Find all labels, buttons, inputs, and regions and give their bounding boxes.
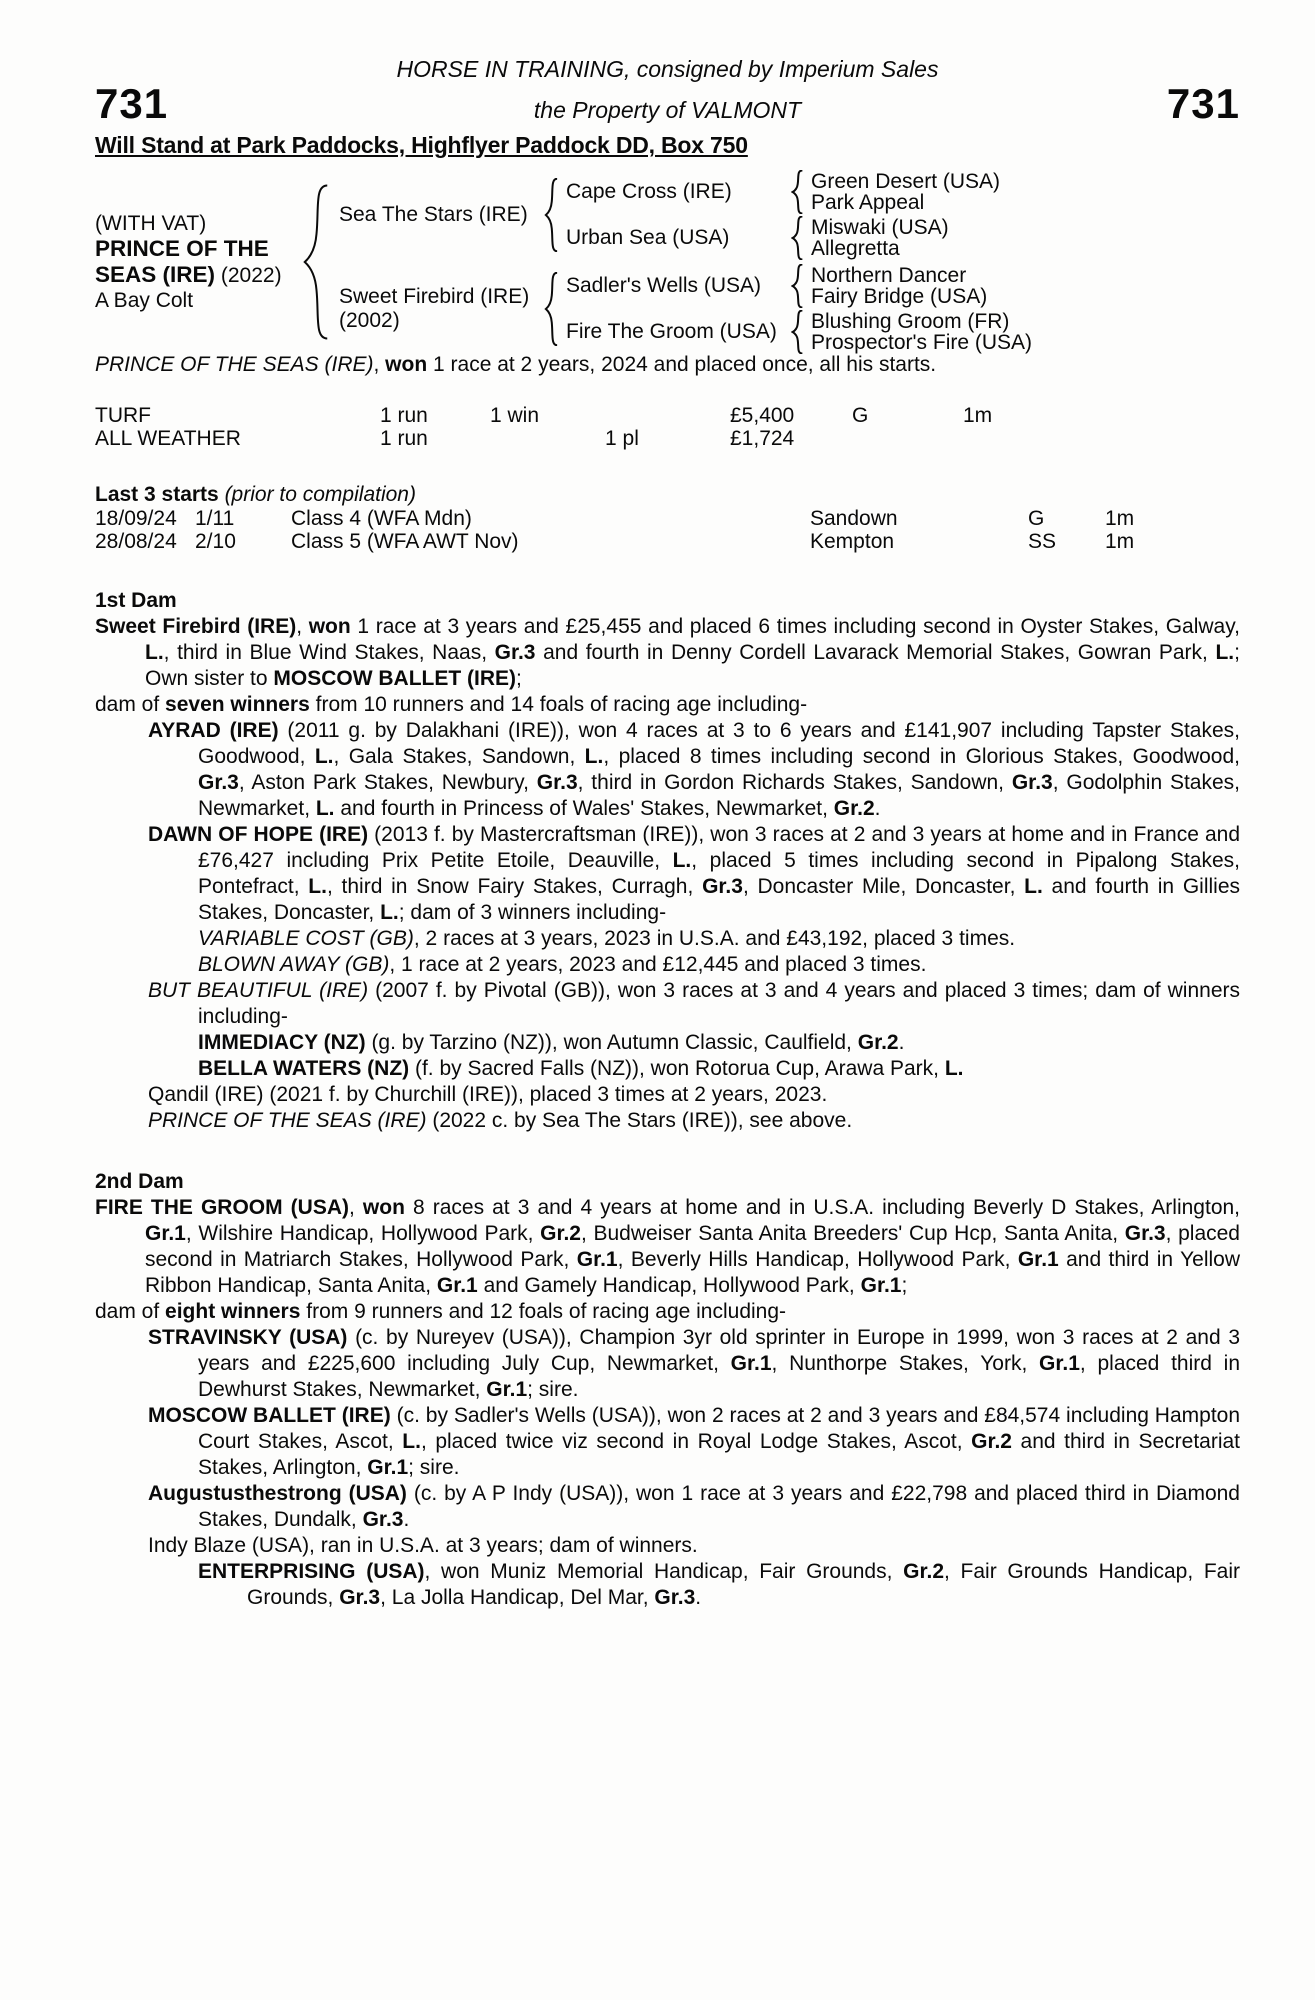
dam-name-text: Sweet Firebird (IRE) xyxy=(339,285,530,308)
text-run: Gr.2 xyxy=(857,1031,899,1054)
text-run: ; Own sister to xyxy=(145,641,1240,690)
text-run: Gr.3 xyxy=(654,1586,696,1609)
great-grandparents xyxy=(811,311,1032,354)
catalogue-paragraph xyxy=(95,1030,1240,1056)
text-run: IMMEDIACY (NZ) xyxy=(198,1031,366,1054)
text-run: , placed second in Matriarch Stakes, Hollywood Park, xyxy=(145,1222,1240,1271)
record-places xyxy=(605,404,730,427)
text-run: , placed 8 times including second in Glorious Stakes, Goodwood, xyxy=(603,745,1240,768)
text-run: L. xyxy=(944,1057,964,1080)
record-runs: 1 run xyxy=(380,404,428,427)
text-run: , Gala Stakes, Sandown, xyxy=(333,745,585,768)
text-run: MOSCOW BALLET (IRE) xyxy=(273,667,517,690)
text-run: L. xyxy=(308,875,327,898)
text-run: , placed third in Dewhurst Stakes, Newmarket, xyxy=(198,1352,1240,1401)
catalogue-paragraph xyxy=(95,1056,1240,1082)
text-run: L. xyxy=(315,797,335,820)
text-run: , xyxy=(373,353,386,376)
catalogue-paragraph xyxy=(95,1082,1240,1108)
text-run: , third in Snow Fairy Stakes, Curragh, xyxy=(326,875,703,898)
record-distance xyxy=(963,427,1240,450)
record-runs: 1 run xyxy=(380,427,428,450)
great-grandparents xyxy=(811,217,949,260)
text-run: Gr.3 xyxy=(339,1586,381,1609)
text-run: and fourth in Denny Cordell Lavarack Memorial Stakes, Gowran Park, xyxy=(535,641,1216,664)
subject-description: A Bay Colt xyxy=(95,289,194,312)
last-starts-block xyxy=(95,482,1240,553)
great-grandparent-name: Blushing Groom (FR) xyxy=(811,309,1010,333)
text-run: 8 races at 3 and 4 years at home and in U.S.A. including Beverly D Stakes, Arlington, xyxy=(404,1196,1241,1219)
section-second-dam xyxy=(95,1169,1240,1611)
text-run: and fourth in Gillies Stakes, Doncaster, xyxy=(198,875,1240,924)
text-run: , Aston Park Stakes, Newbury, xyxy=(238,771,537,794)
text-run: , placed twice viz second in Royal Lodge Stakes, Ascot, xyxy=(420,1430,972,1453)
text-run: Gr.3 xyxy=(362,1508,404,1531)
dam-name xyxy=(339,285,544,333)
text-run: and Gamely Handicap, Hollywood Park, xyxy=(477,1274,861,1297)
text-run: L. xyxy=(402,1430,421,1453)
text-run: Gr.1 xyxy=(860,1274,902,1297)
start-position: 1/11 xyxy=(195,507,235,530)
text-run: Gr.3 xyxy=(494,641,536,664)
text-run: won xyxy=(362,1196,405,1219)
great-grandparent-name: Prospector's Fire (USA) xyxy=(811,331,1033,354)
text-run: (c. by Sadler's Wells (USA)), won 2 races at 2 and 3 years and £84,574 including Hampton Court Stakes, Ascot, xyxy=(198,1404,1241,1453)
lot-row xyxy=(95,82,1240,126)
text-run: . xyxy=(695,1586,702,1609)
text-run: ENTERPRISING (USA) xyxy=(198,1560,425,1583)
lot-number-left: 731 xyxy=(95,80,169,127)
section-heading: 2nd Dam xyxy=(95,1170,184,1193)
last-starts-table xyxy=(95,507,1240,553)
section-first-dam xyxy=(95,588,1240,1134)
pedigree-tree xyxy=(95,169,1240,354)
catalogue-paragraph xyxy=(95,822,1240,926)
text-run: Gr.1 xyxy=(145,1222,186,1245)
text-run: Gr.3 xyxy=(1124,1222,1166,1245)
text-run: Gr.3 xyxy=(702,875,743,898)
text-run: . xyxy=(898,1031,905,1054)
catalogue-paragraph xyxy=(95,1559,1240,1611)
record-going xyxy=(852,427,963,450)
catalogue-paragraph xyxy=(95,926,1240,952)
record-going: G xyxy=(852,404,869,427)
catalogue-paragraph xyxy=(95,1108,1240,1134)
catalogue-paragraph xyxy=(95,614,1240,692)
start-race: Class 5 (WFA AWT Nov) xyxy=(291,530,519,553)
text-run: ; sire. xyxy=(408,1456,460,1479)
dam-branch xyxy=(339,264,1240,354)
text-run: Gr.1 xyxy=(730,1352,772,1375)
text-run: , 2 races at 3 years, 2023 in U.S.A. and £43,192, placed 3 times. xyxy=(413,927,1016,950)
last-starts-heading xyxy=(95,482,1240,507)
text-run: Gr.2 xyxy=(971,1430,1012,1453)
text-run: Gr.1 xyxy=(576,1248,618,1271)
catalogue-paragraph xyxy=(95,1481,1240,1533)
record-places: 1 pl xyxy=(605,427,639,450)
pedigree-subject xyxy=(95,211,295,313)
start-date: 28/08/24 xyxy=(95,530,177,553)
great-grandparents xyxy=(811,171,1000,214)
text-run: BLOWN AWAY (GB) xyxy=(198,953,390,976)
text-run: (c. by Nureyev (USA)), Champion 3yr old sprinter in Europe in 1999, won 3 races at 2 and 3 years and £225,600 including July Cup, Newmarket, xyxy=(198,1326,1240,1375)
text-run: ; xyxy=(516,667,522,690)
granddam-name: Fire The Groom (USA) xyxy=(566,320,777,343)
start-position: 2/10 xyxy=(195,530,236,553)
start-date: 18/09/24 xyxy=(95,507,177,530)
text-run: Indy Blaze (USA), ran in U.S.A. at 3 years; dam of winners. xyxy=(148,1534,698,1557)
text-run: STRAVINSKY (USA) xyxy=(148,1326,348,1349)
text-run: Gr.2 xyxy=(903,1560,945,1583)
text-run: 1 race at 3 years and £25,455 and placed 6 times including second in Oyster Stakes, Galway, xyxy=(350,615,1241,638)
text-run: , placed 5 times including second in Pipalong Stakes, Pontefract, xyxy=(198,849,1240,898)
text-run: won xyxy=(308,615,351,638)
catalogue-paragraph xyxy=(95,718,1240,822)
great-grandparents xyxy=(811,265,987,308)
catalogue-paragraph xyxy=(95,692,1240,718)
text-run: dam of xyxy=(95,693,166,716)
property-line: the Property of VALMONT xyxy=(533,97,802,123)
last-starts-heading-italic: (prior to compilation) xyxy=(218,483,416,506)
text-run: ; xyxy=(901,1274,908,1297)
grandparent-row xyxy=(566,264,1032,308)
record-wins xyxy=(490,427,605,450)
text-run: L. xyxy=(1215,641,1235,664)
stand-location-line: Will Stand at Park Paddocks, Highflyer Paddock DD, Box 750 xyxy=(95,132,748,158)
text-run: Gr.1 xyxy=(1017,1248,1059,1271)
sire-grandparents xyxy=(566,170,1000,260)
pedigree-brace-small xyxy=(791,264,804,308)
grandparent-row xyxy=(566,216,1000,260)
text-run: from 10 runners and 14 foals of racing age including- xyxy=(309,693,808,716)
record-surface: TURF xyxy=(95,404,151,427)
text-run: L. xyxy=(314,745,334,768)
last-starts-heading-bold: Last 3 starts xyxy=(95,483,219,506)
text-run: , 1 race at 2 years, 2023 and £12,445 and placed 3 times. xyxy=(389,953,927,976)
sire-name: Sea The Stars (IRE) xyxy=(339,203,528,226)
text-run: L. xyxy=(672,849,692,872)
text-run: L. xyxy=(584,745,604,768)
start-distance: 1m xyxy=(1105,507,1135,530)
text-run: Gr.1 xyxy=(367,1456,409,1479)
subject-name-text: PRINCE OF THE SEAS (IRE) xyxy=(95,236,269,287)
pedigree-brace-small xyxy=(791,216,804,260)
catalogue-paragraph xyxy=(95,978,1240,1030)
text-run: Gr.2 xyxy=(833,797,875,820)
great-grandparent-name: Allegretta xyxy=(811,237,900,260)
text-run: (f. by Sacred Falls (NZ)), won Rotorua Cup, Arawa Park, xyxy=(409,1057,945,1080)
text-run: BUT BEAUTIFUL (IRE) xyxy=(148,979,369,1002)
text-run: , xyxy=(349,1196,363,1219)
text-run: , Godolphin Stakes, Newmarket, xyxy=(198,771,1240,820)
catalogue-paragraph xyxy=(95,1403,1240,1481)
great-grandparent-name: Park Appeal xyxy=(811,191,925,214)
section-heading: 1st Dam xyxy=(95,589,177,612)
text-run: , Doncaster Mile, Doncaster, xyxy=(742,875,1025,898)
text-run: (2013 f. by Mastercraftsman (IRE)), won 3 races at 2 and 3 years at home and in France and £76,427 including Prix Petite Etoile, Deauville, xyxy=(198,823,1240,872)
catalogue-paragraph xyxy=(95,952,1240,978)
text-run: AYRAD (IRE) xyxy=(148,719,279,742)
text-run: . xyxy=(403,1508,410,1531)
grandparent-row xyxy=(566,170,1000,214)
pedigree-brace-sire xyxy=(544,178,559,252)
text-run: Gr.3 xyxy=(536,771,578,794)
text-run: , won Muniz Memorial Handicap, Fair Grounds, xyxy=(424,1560,904,1583)
page-title: HORSE IN TRAINING, consigned by Imperium Sales xyxy=(396,56,939,82)
text-run: , La Jolla Handicap, Del Mar, xyxy=(380,1586,655,1609)
text-run: Qandil (IRE) (2021 f. by Churchill (IRE)), placed 3 times at 2 years, 2023. xyxy=(148,1083,828,1106)
great-grandparent-name: Fairy Bridge (USA) xyxy=(811,285,988,308)
text-run: Sweet Firebird (IRE) xyxy=(95,615,297,638)
text-run: from 9 runners and 12 foals of racing age including- xyxy=(300,1300,787,1323)
record-wins: 1 win xyxy=(490,404,540,427)
text-run: Gr.1 xyxy=(486,1378,528,1401)
granddam-name: Urban Sea (USA) xyxy=(566,226,730,249)
text-run: , Nunthorpe Stakes, York, xyxy=(771,1352,1040,1375)
start-course: Kempton xyxy=(810,530,895,553)
grandsire-name: Cape Cross (IRE) xyxy=(566,180,732,203)
text-run: and fourth in Princess of Wales' Stakes, Newmarket, xyxy=(334,797,834,820)
lot-number-right: 731 xyxy=(1166,80,1240,127)
text-run: VARIABLE COST (GB) xyxy=(198,927,414,950)
catalogue-paragraph xyxy=(95,1325,1240,1403)
catalogue-paragraph xyxy=(95,1195,1240,1299)
section-paragraphs xyxy=(95,1195,1240,1611)
great-grandparent-name: Miswaki (USA) xyxy=(811,215,949,239)
vat-note: (WITH VAT) xyxy=(95,212,207,235)
catalogue-paragraph xyxy=(95,1299,1240,1325)
text-run: L. xyxy=(145,641,164,664)
text-run: dam of xyxy=(95,1300,166,1323)
text-run: L. xyxy=(380,901,399,924)
text-run: ; sire. xyxy=(527,1378,579,1401)
dam-grandparents xyxy=(566,264,1032,354)
start-distance: 1m xyxy=(1105,530,1135,553)
text-run: seven winners xyxy=(165,693,310,716)
grandparent-row xyxy=(566,310,1032,354)
grandsire-name: Sadler's Wells (USA) xyxy=(566,274,761,297)
subject-year: (2022) xyxy=(220,264,282,287)
subject-name xyxy=(95,236,295,288)
pedigree-brace-small xyxy=(791,310,804,354)
pedigree-brace-main xyxy=(301,184,331,340)
text-run: 1 race at 2 years, 2024 and placed once, all his starts. xyxy=(427,353,937,376)
text-run: FIRE THE GROOM (USA) xyxy=(95,1196,350,1219)
text-run: Gr.1 xyxy=(436,1274,478,1297)
text-run: (g. by Tarzino (NZ)), won Autumn Classic, Caulfield, xyxy=(365,1031,858,1054)
text-run: Augustusthestrong (USA) xyxy=(148,1482,407,1505)
text-run: (2007 f. by Pivotal (GB)), won 3 races at 3 and 4 years and placed 3 times; dam of winners including- xyxy=(198,979,1240,1028)
dam-year: (2002) xyxy=(339,309,400,332)
text-run: Gr.1 xyxy=(1039,1352,1080,1375)
sire-branch xyxy=(339,170,1240,260)
start-going: G xyxy=(1028,507,1045,530)
text-run: Gr.3 xyxy=(198,771,239,794)
great-grandparent-name: Green Desert (USA) xyxy=(811,169,1001,193)
text-run: , Fair Grounds Handicap, Fair Grounds, xyxy=(247,1560,1241,1609)
text-run: and third in Secretariat Stakes, Arlington, xyxy=(198,1430,1241,1479)
text-run: DAWN OF HOPE (IRE) xyxy=(148,823,369,846)
text-run: Gr.3 xyxy=(1011,771,1053,794)
text-run: , xyxy=(296,615,309,638)
pedigree-brace-small xyxy=(791,170,804,214)
text-run: (2011 g. by Dalakhani (IRE)), won 4 races at 3 to 6 years and £141,907 including Tapster Stakes, Goodwood, xyxy=(198,719,1240,768)
text-run: (c. by A P Indy (USA)), won 1 race at 3 years and £22,798 and placed third in Diamond Stakes, Dundalk, xyxy=(198,1482,1240,1531)
text-run: , Wilshire Handicap, Hollywood Park, xyxy=(185,1222,541,1245)
text-run: , third in Gordon Richards Stakes, Sandown, xyxy=(577,771,1012,794)
text-run: PRINCE OF THE SEAS (IRE) xyxy=(148,1109,427,1132)
text-run: won xyxy=(385,353,428,376)
start-race: Class 4 (WFA Mdn) xyxy=(291,507,472,530)
text-run: BELLA WATERS (NZ) xyxy=(198,1057,410,1080)
catalogue-paragraph xyxy=(95,1533,1240,1559)
race-summary xyxy=(95,352,1240,378)
text-run: eight winners xyxy=(165,1300,301,1323)
great-grandparent-name: Northern Dancer xyxy=(811,263,967,287)
text-run: (2022 c. by Sea The Stars (IRE)), see above. xyxy=(426,1109,853,1132)
race-record-table xyxy=(95,404,1240,450)
pedigree-generations xyxy=(339,170,1240,354)
pedigree-brace-dam xyxy=(544,272,559,346)
text-run: MOSCOW BALLET (IRE) xyxy=(148,1404,391,1427)
record-earnings: £5,400 xyxy=(730,404,795,427)
text-run: , Budweiser Santa Anita Breeders' Cup Hcp, Santa Anita, xyxy=(581,1222,1125,1245)
record-surface: ALL WEATHER xyxy=(95,427,241,450)
start-going: SS xyxy=(1028,530,1057,553)
record-distance: 1m xyxy=(963,404,993,427)
text-run: PRINCE OF THE SEAS (IRE) xyxy=(95,353,374,376)
section-paragraphs xyxy=(95,614,1240,1134)
text-run: and third in Yellow Ribbon Handicap, Santa Anita, xyxy=(145,1248,1240,1297)
text-run: ; dam of 3 winners including- xyxy=(398,901,667,924)
text-run: , Beverly Hills Handicap, Hollywood Park, xyxy=(617,1248,1018,1271)
text-run: . xyxy=(874,797,881,820)
text-run: Gr.2 xyxy=(540,1222,581,1245)
text-run: L. xyxy=(1024,875,1043,898)
text-run: , third in Blue Wind Stakes, Naas, xyxy=(163,641,495,664)
start-course: Sandown xyxy=(810,507,898,530)
record-earnings: £1,724 xyxy=(730,427,795,450)
